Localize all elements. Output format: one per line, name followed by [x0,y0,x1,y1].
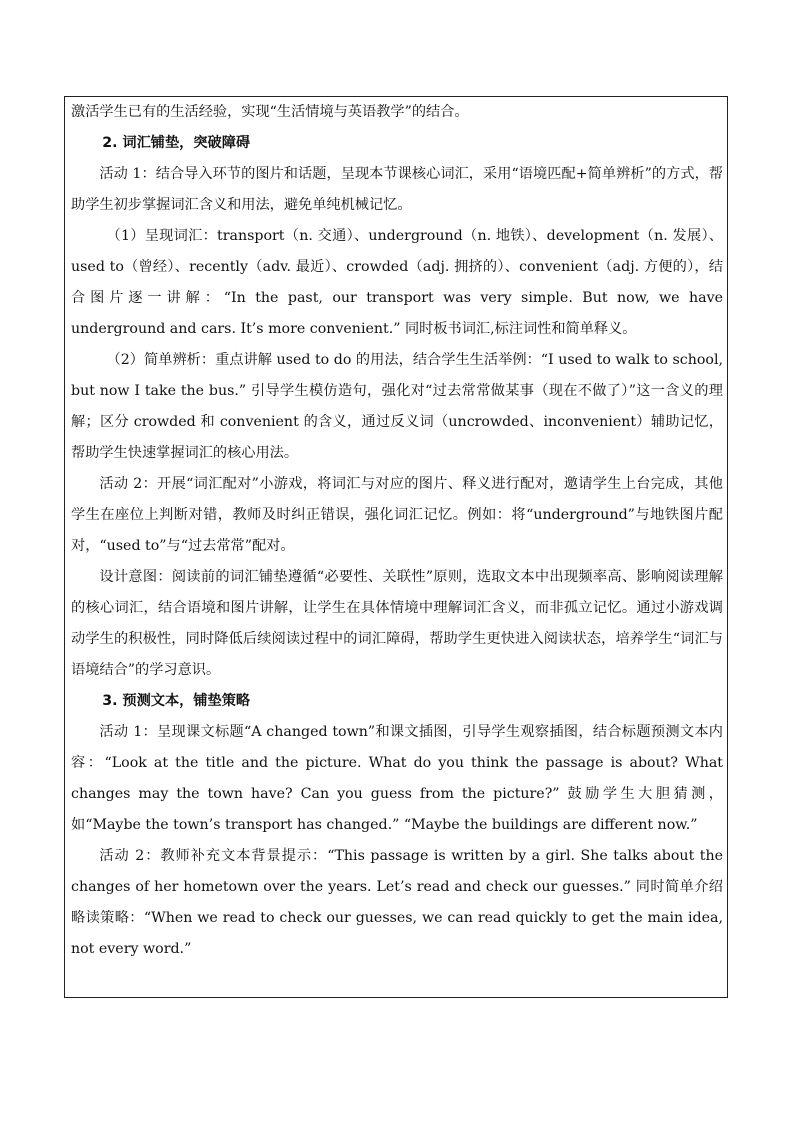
section-heading-vocabulary: 2. 词汇铺垫，突破障碍 [102,135,251,151]
paragraph-prediction-activity-1: 活动 1：呈现课文标题“A changed town”和课文插图，引导学生观察插图，结合标题预测文本内容：“Look at the title and the picture. What do you think the passage is about? What changes may the town have? Can you guess from the picture?” 鼓励学生大胆猜测，如“Maybe the town’s transport has changed.” “Maybe the buildings are different now.” [71,724,723,833]
paragraph-activity-2: 活动 2：开展“词汇配对”小游戏，将词汇与对应的图片、释义进行配对，邀请学生上台完成，其他学生在座位上判断对错，教师及时纠正错误，强化词汇记忆。例如：将“underground”与地铁图片配对，“used to”与“过去常常”配对。 [71,476,723,554]
paragraph-simple-analysis: （2）简单辨析：重点讲解 used to do 的用法，结合学生生活举例：“I used to walk to school, but now I take the bus.” 引导学生模仿造句，强化对“过去常常做某事（现在不做了）”这一含义的理解；区分 crowded 和 convenient 的含义，通过反义词（uncrowded、inconvenient）辅助记忆，帮助学生快速掌握词汇的核心用法。 [71,352,723,461]
paragraph-design-intent: 设计意图：阅读前的词汇铺垫遵循“必要性、关联性”原则，选取文本中出现频率高、影响阅读理解的核心词汇，结合语境和图片讲解，让学生在具体情境中理解词汇含义，而非孤立记忆。通过小游戏调动学生的积极性，同时降低后续阅读过程中的词汇障碍，帮助学生更快进入阅读状态，培养学生“词汇与语境结合”的学习意识。 [71,569,723,678]
section-heading-prediction: 3. 预测文本，铺垫策略 [102,693,251,709]
paragraph-prediction-activity-2: 活动 2：教师补充文本背景提示：“This passage is written by a girl. She talks about the changes of her hometown over the years. Let’s read and check our guesses.” 同时简单介绍略读策略：“When we read to check our guesses, we can read quickly to get the main idea, not every word.” [71,848,723,957]
paragraph-intro-tail: 激活学生已有的生活经验，实现“生活情境与英语教学”的结合。 [71,104,469,120]
paragraph-present-vocabulary: （1）呈现词汇：transport（n. 交通）、underground（n. 地铁）、development（n. 发展）、used to（曾经）、recently（adv. 最近）、crowded（adj. 拥挤的）、convenient（adj. 方便的），结合图片逐一讲解：“In the past, our transport was very simple. But now, we have underground and cars. It’s more convenient.” 同时板书词汇,标注词性和简单释义。 [71,228,723,337]
paragraph-activity-1: 活动 1：结合导入环节的图片和话题，呈现本节课核心词汇，采用“语境匹配+简单辨析”的方式，帮助学生初步掌握词汇含义和用法，避免单纯机械记忆。 [71,166,723,213]
lesson-plan-content [71,97,723,965]
